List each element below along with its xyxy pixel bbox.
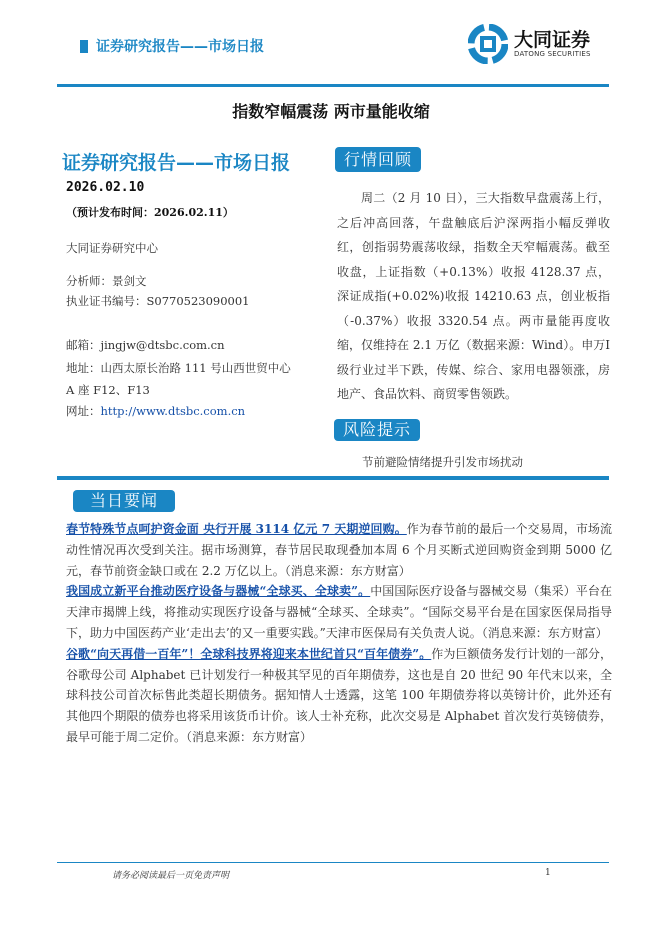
news-body: 作为巨额债务发行计划的一部分，谷歌母公司 Alphabet 已计划发行一种极其罕见的百年期债券，这也是自 20 世纪 90 年代末以来，全球科技公司首次标售此类超长期债务。据知情人士透露，这笔 100 年期债券将以英镑计价，此外还有其他四个期限的债券也将采用该货币计价。该人士补充称，此次交易是 Alphabet 首次发行英镑债券，最早可能于周二定价。（消息来源：东方财富） — [66, 646, 612, 744]
news-item — [66, 644, 612, 748]
page-number: 1 — [545, 868, 551, 878]
footer-disclaimer: 请务必阅读最后一页免责声明 — [112, 871, 230, 881]
header-series-text: 证券研究报告——市场日报 — [96, 39, 264, 55]
section-heading-risk: 风险提示 — [334, 419, 420, 441]
email: 邮箱：jingjw@dtsbc.com.cn — [66, 338, 225, 352]
publish-time: （预计发布时间：2026.02.11） — [66, 206, 234, 219]
section-heading-news: 当日要闻 — [73, 490, 175, 512]
header-series — [80, 36, 264, 56]
logo-name: 大同证券 — [514, 29, 591, 51]
news-list — [66, 519, 612, 748]
news-headline-link[interactable]: 春节特殊节点呵护资金面 央行开展 3114 亿元 7 天期逆回购。 — [66, 522, 407, 536]
report-type: 证券研究报告——市场日报 — [62, 152, 291, 174]
news-headline-link[interactable]: 谷歌“向天再借一百年”！全球科技界将迎来本世纪首只“百年债券”。 — [66, 646, 432, 661]
section-divider — [57, 476, 609, 480]
website-label: 网址： — [66, 404, 101, 418]
datong-logo-icon — [468, 24, 508, 64]
news-headline-link[interactable]: 我国成立新平台推动医疗设备与器械“全球买、全球卖”。 — [66, 584, 371, 599]
news-item — [66, 581, 612, 643]
address-line2: A 座 F12、F13 — [66, 383, 150, 397]
news-body: 作为春节前的最后一个交易周，市场流动性情况再次受到关注。据市场测算，春节居民取现叠加本周 6 个月买断式逆回购资金到期 5000 亿元，春节前资金缺口或在 2.2 万亿以上。（消息来源：东方财富） — [66, 522, 612, 578]
bullet-square-icon — [80, 40, 88, 53]
report-date: 2026.02.10 — [66, 180, 145, 195]
report-title: 指数窄幅震荡 两市量能收缩 — [232, 102, 430, 121]
analyst: 分析师：景剑文 — [66, 274, 147, 288]
market-review-text — [337, 186, 610, 407]
license-number: 执业证书编号：S0770523090001 — [66, 294, 250, 308]
website-link[interactable]: http://www.dtsbc.com.cn — [100, 404, 246, 418]
header-divider — [57, 84, 609, 87]
section-heading-review: 行情回顾 — [335, 147, 421, 172]
risk-text: 节前避险情绪提升引发市场扰动 — [362, 455, 523, 469]
news-body: 中国国际医疗设备与器械交易（集采）平台在天津市揭牌上线，将推动实现医疗设备与器械“全球买、全球卖”。“国际交易平台是在国家医保局指导下，助力中国医药产业‘走出去’的又一重要实践。”天津市医保局有关负责人说。（消息来源：东方财富） — [66, 584, 612, 640]
org-name: 大同证券研究中心 — [66, 241, 158, 255]
address: 地址：山西太原长治路 111 号山西世贸中心 — [66, 361, 291, 375]
news-item — [66, 519, 612, 581]
company-logo — [468, 24, 591, 64]
footer-divider — [57, 862, 609, 863]
logo-english: DATONG SECURITIES — [514, 50, 591, 58]
review-paragraph: 周二（2 月 10 日），三大指数早盘震荡上行，之后冲高回落，午盘触底后沪深两指小幅反弹收红，创指弱势震荡收绿，指数全天窄幅震荡。截至收盘，上证指数（+0.13%）收报 4128.37 点，深证成指(+0.02%)收报 14210.63 点，创业板指（-0.37%）收报 3320.54 点。两市量能再度收缩，仅维持在 2.1 万亿（数据来源：Wind）。申万Ⅰ级行业过半下跌，传媒、综合、家用电器领涨，房地产、食品饮料、商贸零售领跌。 — [337, 191, 610, 401]
